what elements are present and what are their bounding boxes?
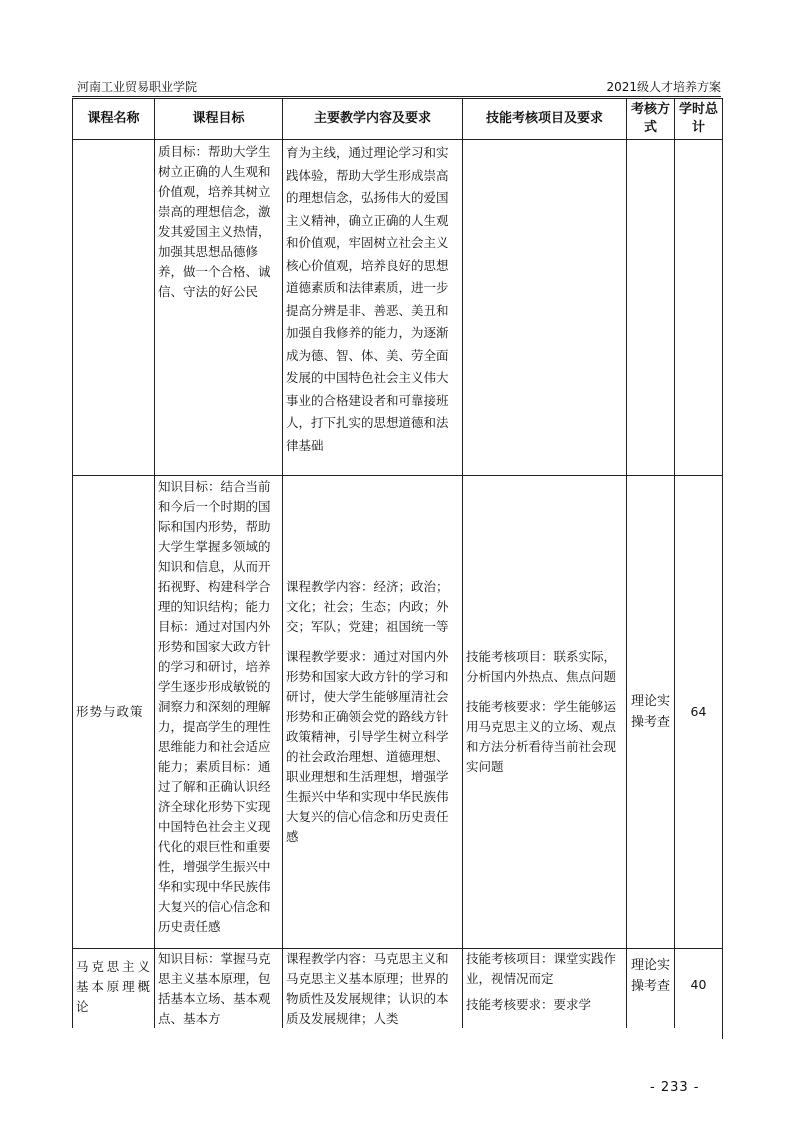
course-content-text: 育为主线，通过理论学习和实践体验，帮助大学生形成崇高的理想信念，弘扬伟大的爱国主义精神，确立正确的人生观和价值观，牢固树立社会主义核心价值观，培养良好的思想道德素质和法律素质，进一步提高分辨是非、善恶、美丑和加强自我修养的能力，为逐渐成为德、智、体、美、劳全面发展的中国特色社会主义伟大事业的合格建设者和可靠接班人，打下扎实的思想道德和法律基础: [286, 145, 449, 453]
course-goal-text: 质目标：帮助大学生树立正确的人生观和价值观，培养其树立崇高的理想信念，激发其爱国主义热情，加强其思想品德修养，做一个合格、诚信、守法的好公民: [158, 144, 271, 299]
assessment-method: 理论实操考查: [627, 476, 675, 949]
course-content: [283, 140, 463, 476]
course-name: [73, 140, 155, 476]
curriculum-table: [72, 98, 723, 1039]
course-content: [283, 949, 463, 1039]
skill-cell: [463, 949, 627, 1039]
course-requirement-text: 课程教学要求：通过对国内外形势和国家大政方针的学习和研讨，使大学生能够厘清社会形势和正确领会党的路线方针政策精神，引导学生树立科学的社会政治理想、道德理想、职业理想和生活理想，增强学生振兴中华和实现中华民族伟大复兴的信心信念和历史责任感: [286, 649, 449, 844]
table-row: [73, 476, 723, 949]
skill-cell: [463, 140, 627, 476]
table-row: [73, 140, 723, 476]
header-rule: [72, 96, 721, 97]
skill-item: 技能考核项目：联系实际，分析国内外热点、焦点问题: [466, 649, 617, 684]
course-name: 马克思主义基本原理概论: [73, 949, 155, 1039]
col-header-skill: 技能考核项目及要求: [463, 99, 627, 140]
school-name: 河南工业贸易职业学院: [77, 80, 198, 94]
col-header-course-goal: 课程目标: [155, 99, 283, 140]
page-bottom-mask: [72, 1028, 722, 1122]
course-goal: [155, 140, 283, 476]
course-goal: [155, 949, 283, 1039]
document-title: 2021级人才培养方案: [606, 80, 721, 94]
col-header-hours: 学时总计: [675, 99, 723, 140]
assessment-method: 理论实操考查: [627, 949, 675, 1039]
skill-req: 技能考核要求：要求学: [466, 997, 592, 1012]
total-hours: 64: [675, 476, 723, 949]
table-row: [73, 949, 723, 1039]
course-goal-text: 知识目标：掌握马克思主义基本原理，包括基本立场、基本观点、基本方: [158, 951, 271, 1026]
table-header-row: [73, 99, 723, 140]
total-hours: [675, 140, 723, 476]
course-goal-text: 知识目标：结合当前和今后一个时期的国际和国内形势，帮助大学生掌握多领域的知识和信息，从而开拓视野、构建科学合理的知识结构；能力目标：通过对国内外形势和国家大政方针的学习和研讨，培养学生逐步形成敏锐的洞察力和深刻的理解力，提高学生的理性思维能力和社会适应能力；素质目标：通过了解和正确认识经济全球化形势下实现中国特色社会主义现代化的艰巨性和重要性，增强学生振兴中华和实现中华民族伟大复兴的信心信念和历史责任感: [158, 479, 271, 934]
skill-cell: [463, 476, 627, 949]
total-hours: 40: [675, 949, 723, 1039]
skill-item: 技能考核项目：课堂实践作业，视情况而定: [466, 951, 617, 986]
skill-req: 技能考核要求：学生能够运用马克思主义的立场、观点和方法分析看待当前社会现实问题: [466, 699, 617, 774]
course-content: [283, 476, 463, 949]
assessment-method: [627, 140, 675, 476]
course-content-text: 课程教学内容：马克思主义和马克思主义基本原理；世界的物质性及发展规律；认识的本质及发展规律；人类: [286, 951, 449, 1026]
col-header-content: 主要教学内容及要求: [283, 99, 463, 140]
col-header-method: 考核方式: [627, 99, 675, 140]
course-content-text: 课程教学内容：经济；政治；文化；社会；生态；内政；外交；军队；党建；祖国统一等: [286, 579, 449, 634]
course-goal: [155, 476, 283, 949]
course-name: 形势与政策: [73, 476, 155, 949]
col-header-course-name: 课程名称: [73, 99, 155, 140]
page-number: - 233 -: [650, 1080, 700, 1095]
